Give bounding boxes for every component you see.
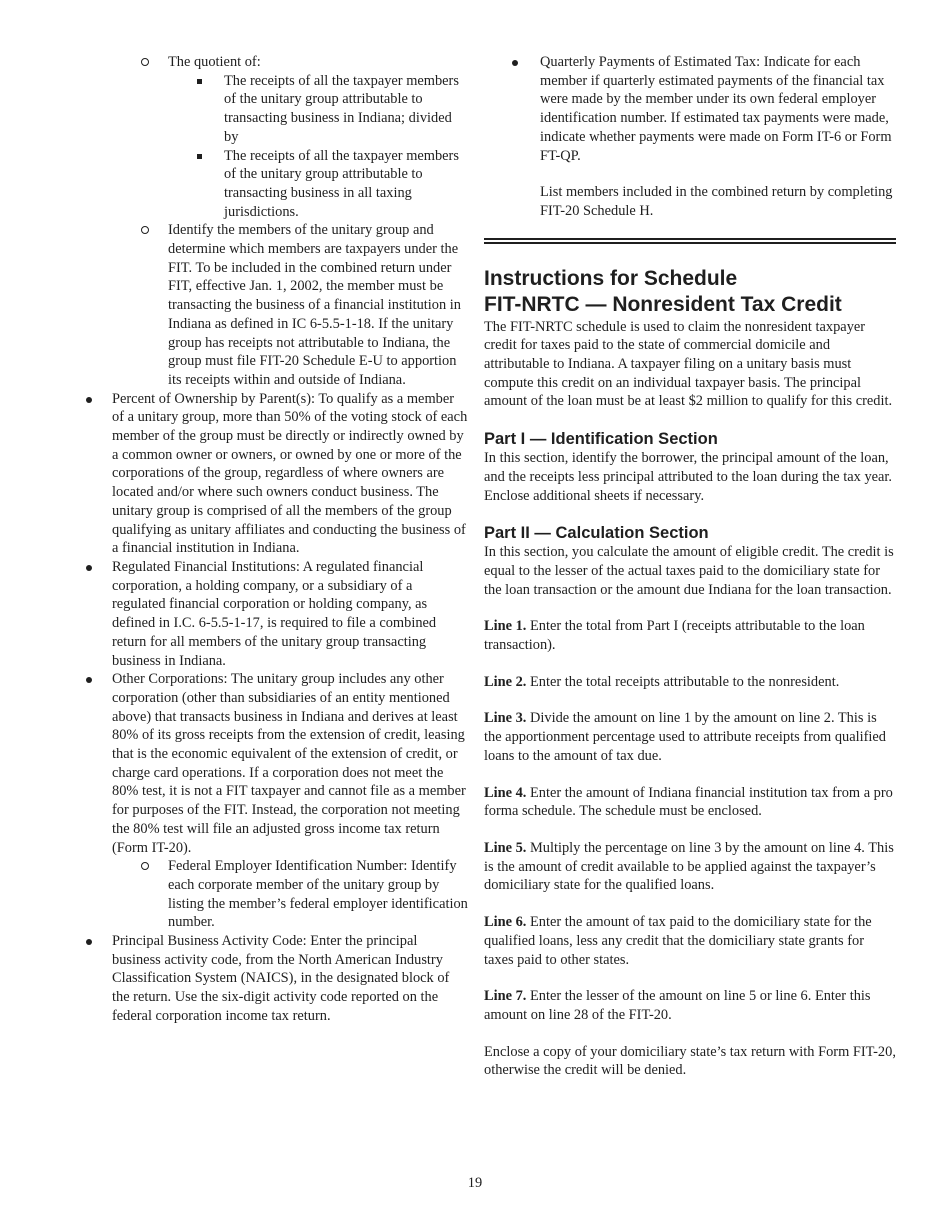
regulated-item: Regulated Financial Institutions: A regulated financial corporation, a holding company, or a subsidiary of a regulated financial corporation or holding company, as defined in I.C. 6-5.5-1-17, is required to file a combined return for all members of the unitary group transacting business in Indiana. [84,558,468,670]
section-divider [484,238,896,244]
dot-bullet-icon [86,390,92,409]
quotient-sub-item: The receipts of all the taxpayer members of the unitary group attributable to transacting business in Indiana; divided by [84,72,468,147]
enclose-note: Enclose a copy of your domiciliary state’s tax return with Form FIT-20, otherwise the credit will be denied. [484,1043,896,1079]
quotient-item [84,53,468,72]
line-instruction: Line 7. Enter the lesser of the amount on line 5 or line 6. Enter this amount on line 28 of the FIT-20. [484,988,871,1023]
page-title: Instructions for Schedule FIT-NRTC — Nonresident Tax Credit [484,266,842,316]
dot-bullet-icon [512,53,518,72]
line-instruction: Line 5. Multiply the percentage on line 3 by the amount on line 4. This is the amount of credit available to be applied against the taxpayer’s domiciliary state for the qualified loans. [484,839,894,894]
ring-bullet-icon [141,857,149,876]
part2-heading: Part II — Calculation Section [484,524,709,543]
quarterly-payments-item: Quarterly Payments of Estimated Tax: Indicate for each member if quarterly estimated payments of the financial tax were made by the member under its own federal employer identification number. If estimated tax payments were made, indicate whether payments were made on Form IT-6 or Form FT-QP. [484,53,896,165]
quotient-label: The quotient of: [168,54,261,70]
ring-bullet-icon [141,53,149,72]
square-bullet-icon [197,72,202,91]
line-instruction: Line 2. Enter the total receipts attributable to the nonresident. [484,673,840,690]
identify-members-item: Identify the members of the unitary group and determine which members are taxpayers under the FIT. To be included in the combined return under FIT, effective Jan. 1, 2002, the member must be transacting the business of a financial institution in Indiana as defined in IC 6-5.5-1-18. If the unitary group has receipts not attributable to Indiana, the group must file FIT-20 Schedule E-U to apportion its receipts within and outside of Indiana. [84,221,468,389]
line-instruction: Line 6. Enter the amount of tax paid to the domiciliary state for the qualified loans, less any credit that the domiciliary state grants for taxes paid to other states. [484,914,872,968]
page-number: 19 [467,1175,483,1191]
left-column [84,53,468,1026]
quotient-sub-item: The receipts of all the taxpayer members of the unitary group attributable to transacting business in all taxing jurisdictions. [84,147,468,222]
dot-bullet-icon [86,670,92,689]
part1-heading: Part I — Identification Section [484,430,718,449]
line-instruction: Line 3. Divide the amount on line 1 by the amount on line 2. This is the apportionment percentage used to attribute receipts from qualified loans to the amount of tax due. [484,710,886,764]
ring-bullet-icon [141,221,149,240]
naics-item: Principal Business Activity Code: Enter the principal business activity code, from the North American Industry Classification System (NAICS), in the designated block of the return. Use the six-digit activity code reported on the federal corporation income tax return. [84,932,468,1026]
part2-text: In this section, you calculate the amount of eligible credit. The credit is equal to the lesser of the actual taxes paid to the domiciliary state for the loan transaction or the amount due Indiana for the loan transaction. [484,544,894,598]
dot-bullet-icon [86,558,92,577]
dot-bullet-icon [86,932,92,951]
square-bullet-icon [197,147,202,166]
right-column [484,53,896,1080]
other-corporations-item: Other Corporations: The unitary group includes any other corporation (other than subsidiaries of an entity mentioned above) that transacts business in Indiana and derives at least 80% of its gross receipts from the extension of credit, leasing that is the economic equivalent of the extension of credit, or charge card operations. If a corporation does not meet the 80% test, it is not a FIT taxpayer and cannot file as a member for purposes of the FIT. Instead, the corporation not meeting the 80% test will file an adjusted gross income tax return (Form IT-20). [84,670,468,857]
part1-text: In this section, identify the borrower, the principal amount of the loan, and the receipts less principal attributed to the loan during the tax year. Enclose additional sheets if necessary. [484,450,893,504]
line-instruction: Line 1. Enter the total from Part I (receipts attributable to the loan transaction). [484,618,865,654]
list-members-text: List members included in the combined return by completing FIT-20 Schedule H. [540,184,893,219]
intro-text: The FIT-NRTC schedule is used to claim the nonresident taxpayer credit for taxes paid to the state of commercial domicile and attributable to Indiana. A taxpayer filing on a unitary basis must compute this credit on an individual taxpayer basis. The principal amount of the loan must be at least $2 million to qualify for this credit. [484,318,893,410]
fein-item: Federal Employer Identification Number: Identify each corporate member of the unitary group by listing the member’s federal employer identification number. [84,857,468,932]
line-instruction: Line 4. Enter the amount of Indiana financial institution tax from a pro forma schedule. The schedule must be enclosed. [484,784,893,820]
ownership-item: Percent of Ownership by Parent(s): To qualify as a member of a unitary group, more than 50% of the voting stock of each member of the group must be directly or indirectly owned by a common owner or owners, or owned by one or more of the corporations of the group, regardless of where owners are located and/or where such owners conduct business. The unitary group is comprised of all the members of the group qualifying as unitary affiliates and conducting the business of a financial institution in Indiana. [84,390,468,558]
